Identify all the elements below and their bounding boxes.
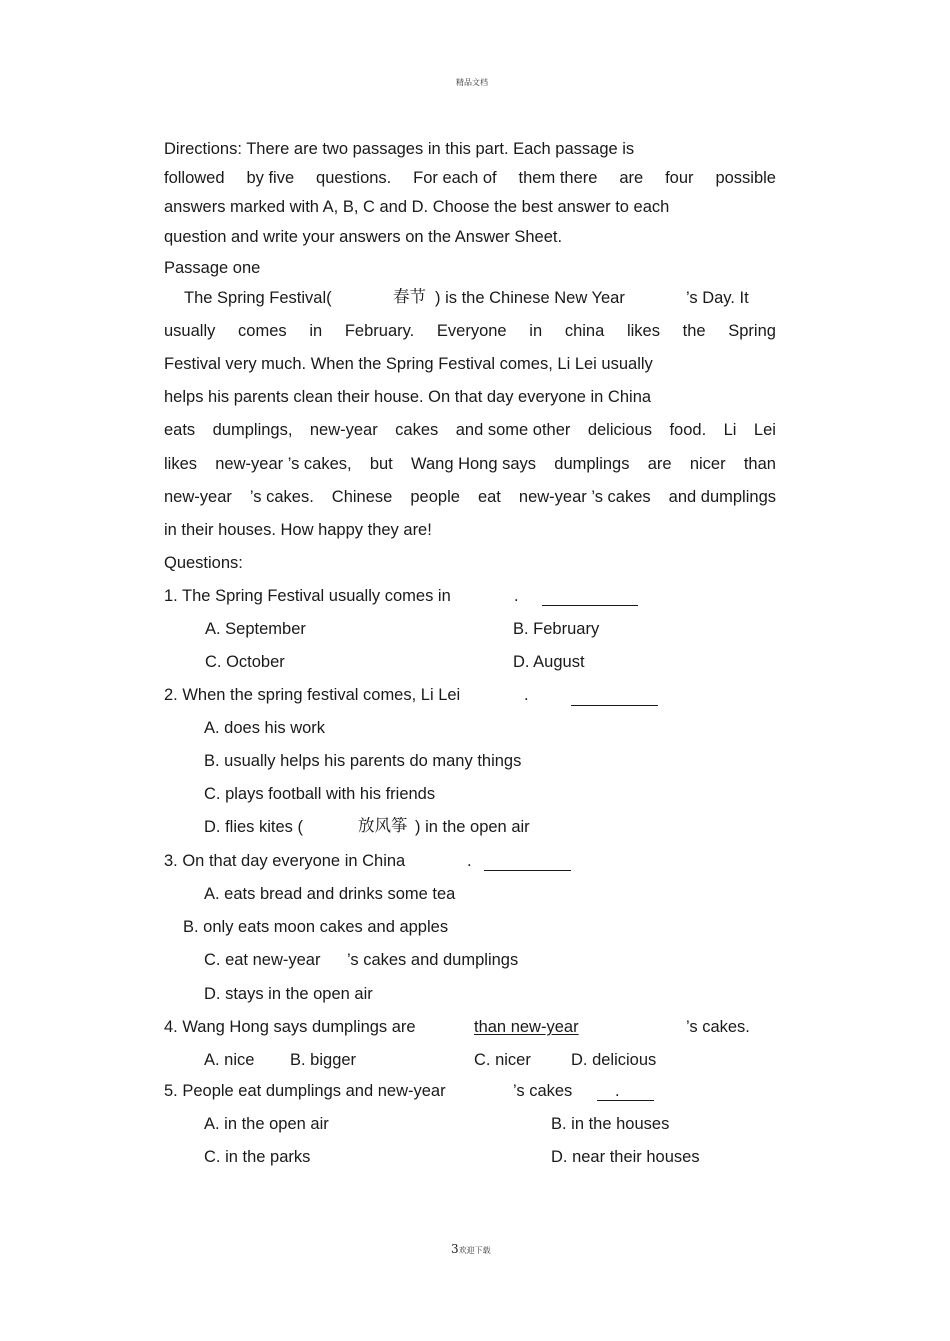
word: new-year — [164, 488, 232, 506]
q5-option-a[interactable]: A. in the open air — [204, 1115, 329, 1133]
directions-line-1: Directions: There are two passages in this part. Each passage is — [164, 140, 635, 158]
q3-option-a[interactable]: A. eats bread and drinks some tea — [204, 885, 456, 903]
q5-option-b[interactable]: B. in the houses — [551, 1115, 670, 1133]
word: but — [369, 455, 393, 473]
word: people — [410, 488, 460, 506]
q5-option-c[interactable]: C. in the parks — [204, 1148, 311, 1166]
q2-option-d-cjk: 放风筝 — [358, 816, 408, 835]
questions-heading: Questions: — [164, 554, 243, 572]
q3-option-c-cont: ’s cakes and dumplings — [347, 951, 519, 969]
word: February. — [344, 322, 415, 340]
passage-line-2 — [164, 321, 776, 341]
footer-text: 欢迎下载 — [458, 1246, 491, 1255]
passage-line-7 — [164, 487, 776, 507]
page-footer — [451, 1242, 491, 1256]
word: than — [743, 455, 776, 473]
page-number: 3 — [451, 1242, 459, 1256]
word: For each of — [413, 169, 497, 187]
q4-answer-blank[interactable]: than new-year — [474, 1018, 579, 1036]
word: four — [665, 169, 694, 187]
q3-answer-blank[interactable] — [484, 854, 571, 871]
word: new-year — [309, 421, 378, 439]
q2-option-d[interactable] — [204, 817, 303, 837]
q2-option-a[interactable]: A. does his work — [204, 719, 326, 737]
q2-answer-blank[interactable] — [571, 689, 658, 706]
word: usually — [164, 322, 216, 340]
word: china — [564, 322, 605, 340]
word: and dumplings — [668, 488, 776, 506]
q2-option-d-text-b: ) in the open air — [415, 818, 530, 836]
q2-option-b[interactable]: B. usually helps his parents do many things — [204, 752, 522, 770]
word: new-year ’s cakes, — [215, 455, 352, 473]
passage-line-8: in their houses. How happy they are! — [164, 521, 432, 539]
q1-dot: . — [514, 587, 519, 605]
directions-line-4: question and write your answers on the Answer Sheet. — [164, 228, 563, 246]
q5-answer-blank[interactable] — [597, 1084, 654, 1101]
word: Spring — [728, 322, 776, 340]
word: followed — [164, 169, 225, 187]
word: dumplings, — [212, 421, 293, 439]
word: possible — [715, 169, 776, 187]
word: Li — [723, 421, 737, 439]
passage-line-4: helps his parents clean their house. On that day everyone in China — [164, 388, 652, 406]
q4-stem-end: ’s cakes. — [686, 1018, 750, 1036]
word: ’s cakes. — [249, 488, 314, 506]
directions-line-3: answers marked with A, B, C and D. Choose the best answer to each — [164, 198, 670, 216]
word: Everyone — [436, 322, 507, 340]
passage-line-1c: ’s Day. It — [686, 289, 749, 307]
q4-option-b[interactable]: B. bigger — [290, 1051, 357, 1069]
word: food. — [669, 421, 707, 439]
q1-option-c[interactable]: C. October — [205, 653, 285, 671]
word: Lei — [753, 421, 776, 439]
q1-option-a[interactable]: A. September — [205, 620, 306, 638]
passage-line-1a: The Spring Festival( — [184, 289, 332, 307]
q5-stem-mid: ’s cakes — [513, 1082, 573, 1100]
passage-title: Passage one — [164, 259, 261, 277]
word: nicer — [689, 455, 726, 473]
q1-stem: 1. The Spring Festival usually comes in — [164, 587, 451, 605]
q2-stem: 2. When the spring festival comes, Li Lei — [164, 686, 461, 704]
q1-option-b[interactable]: B. February — [513, 620, 600, 638]
q5-stem: 5. People eat dumplings and new-year — [164, 1082, 446, 1100]
word: the — [682, 322, 706, 340]
word: in — [529, 322, 543, 340]
q5-option-d[interactable]: D. near their houses — [551, 1148, 700, 1166]
page-header: 精品文档 — [456, 78, 488, 87]
word: comes — [238, 322, 287, 340]
passage-cjk-spring-festival: 春节 — [393, 287, 426, 306]
word: dumplings — [554, 455, 630, 473]
word: in — [309, 322, 323, 340]
word: likes — [626, 322, 660, 340]
word: are — [647, 455, 672, 473]
q1-answer-blank[interactable] — [542, 589, 638, 606]
word: them there — [518, 169, 598, 187]
q4-option-c[interactable]: C. nicer — [474, 1051, 531, 1069]
word: cakes — [395, 421, 439, 439]
q2-dot: . — [524, 686, 529, 704]
q3-option-b[interactable]: B. only eats moon cakes and apples — [183, 918, 449, 936]
q4-option-d[interactable]: D. delicious — [571, 1051, 657, 1069]
word: Wang Hong says — [411, 455, 537, 473]
q3-stem: 3. On that day everyone in China — [164, 852, 406, 870]
word: questions. — [316, 169, 392, 187]
q3-option-d[interactable]: D. stays in the open air — [204, 985, 373, 1003]
word: eats — [164, 421, 196, 439]
word: new-year ’s cakes — [518, 488, 651, 506]
word: likes — [164, 455, 198, 473]
q4-stem: 4. Wang Hong says dumplings are — [164, 1018, 416, 1036]
word: are — [619, 169, 644, 187]
q2-option-d-text-a: D. flies kites ( — [204, 818, 304, 836]
word: and some other — [455, 421, 571, 439]
passage-line-5 — [164, 420, 776, 440]
q5-dot: . — [615, 1082, 620, 1100]
word: delicious — [587, 421, 653, 439]
passage-line-3: Festival very much. When the Spring Festival comes, Li Lei usually — [164, 355, 653, 373]
q2-option-c[interactable]: C. plays football with his friends — [204, 785, 436, 803]
word: by five — [246, 169, 295, 187]
q4-option-a[interactable]: A. nice — [204, 1051, 255, 1069]
q1-option-d[interactable]: D. August — [513, 653, 585, 671]
directions-line-2 — [164, 168, 776, 188]
q3-option-c[interactable]: C. eat new-year — [204, 951, 321, 969]
word: eat — [477, 488, 501, 506]
passage-line-1b: ) is the Chinese New Year — [435, 289, 625, 307]
q3-dot: . — [467, 852, 472, 870]
word: Chinese — [331, 488, 393, 506]
passage-line-6 — [164, 454, 776, 474]
